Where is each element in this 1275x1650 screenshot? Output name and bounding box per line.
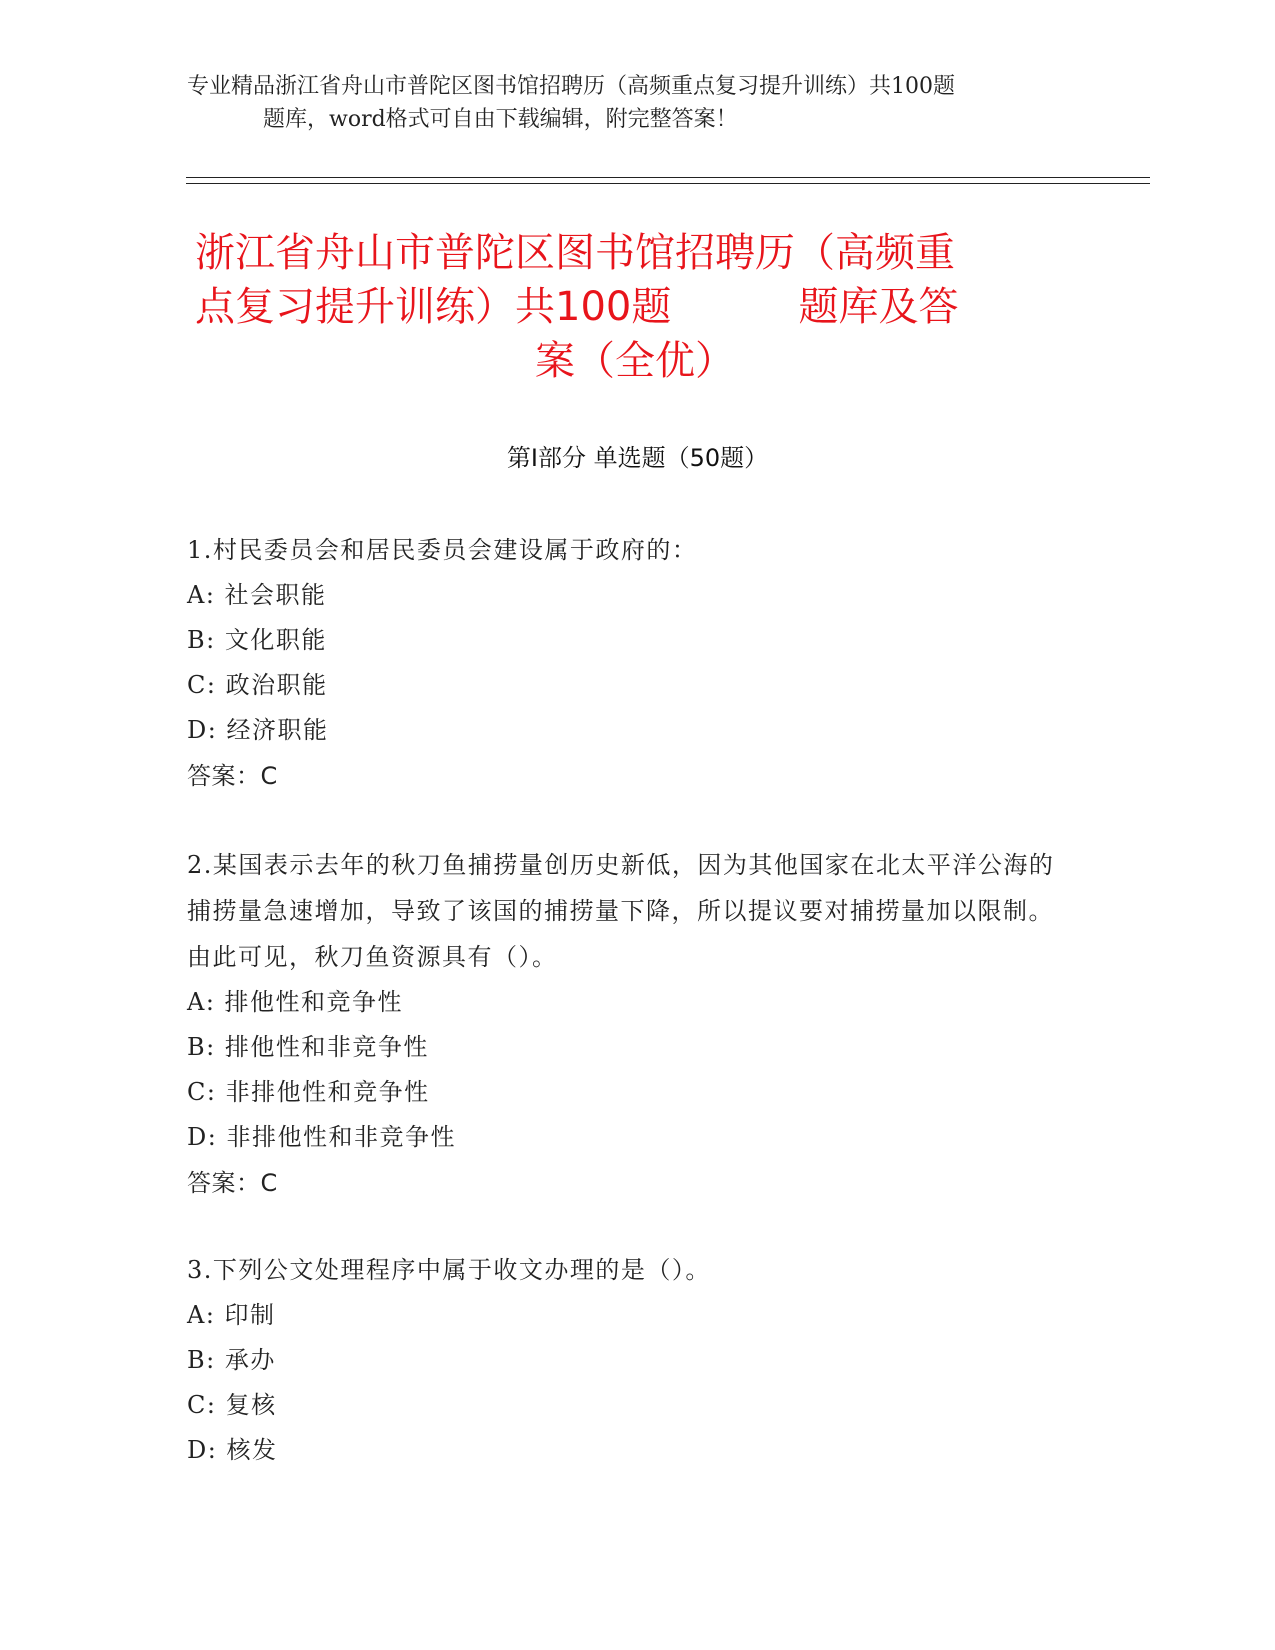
header-rule-top — [186, 177, 1150, 178]
section-heading: 第Ⅰ部分 单选题（50题） — [506, 444, 769, 472]
header-line-2: 题库，word格式可自由下载编辑，附完整答案！ — [263, 107, 738, 132]
option-d: D: 核发 — [187, 1436, 278, 1464]
question-2 — [187, 842, 1067, 1206]
option-a: A: 印制 — [187, 1301, 276, 1329]
document-title — [195, 226, 1075, 388]
option-d: D: 非排他性和非竞争性 — [187, 1123, 456, 1151]
option-a: A: 排他性和竞争性 — [187, 988, 404, 1016]
option-a: A: 社会职能 — [187, 581, 327, 609]
option-b: B: 排他性和非竞争性 — [187, 1033, 429, 1061]
header-rule-bottom — [186, 183, 1150, 184]
option-d: D: 经济职能 — [187, 716, 329, 744]
title-line-2: 点复习提升训练）共100题 题库及答 — [195, 284, 959, 330]
option-b: B: 承办 — [187, 1346, 276, 1374]
question-3 — [187, 1247, 1067, 1473]
answer: 答案：C — [187, 762, 278, 790]
answer: 答案：C — [187, 1169, 278, 1197]
header-line-1: 专业精品浙江省舟山市普陀区图书馆招聘历（高频重点复习提升训练）共100题 — [187, 74, 955, 99]
option-c: C: 政治职能 — [187, 671, 328, 699]
title-line-1: 浙江省舟山市普陀区图书馆招聘历（高频重 — [195, 230, 955, 276]
option-b: B: 文化职能 — [187, 626, 327, 654]
document-header — [187, 70, 1067, 136]
question-stem: 2.某国表示去年的秋刀鱼捕捞量创历史新低，因为其他国家在北太平洋公海的捕捞量急速增加，导致了该国的捕捞量下降，所以提议要对捕捞量加以限制。由此可见，秋刀鱼资源具有（）。 — [187, 851, 1055, 971]
question-1 — [187, 527, 1067, 799]
option-c: C: 复核 — [187, 1391, 277, 1419]
title-line-3: 案（全优） — [535, 338, 735, 384]
question-stem: 1.村民委员会和居民委员会建设属于政府的： — [187, 536, 698, 564]
option-c: C: 非排他性和竞争性 — [187, 1078, 430, 1106]
question-stem: 3.下列公文处理程序中属于收文办理的是（）。 — [187, 1256, 711, 1284]
